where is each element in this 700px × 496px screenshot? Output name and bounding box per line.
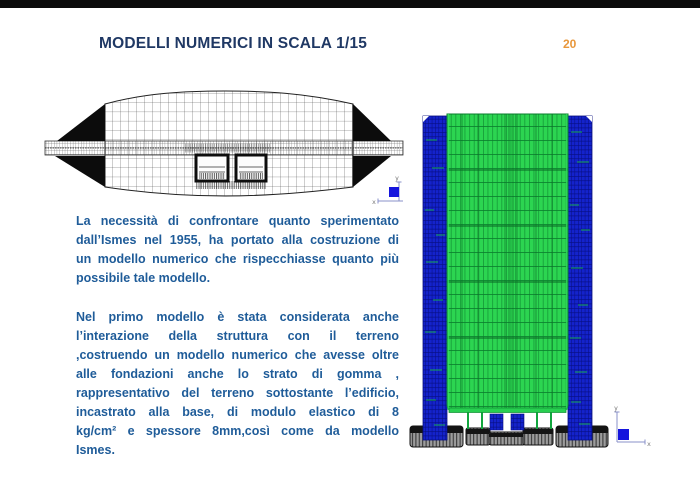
text-line: Ismes. <box>76 443 115 457</box>
tower-side-pillar-right <box>568 116 592 440</box>
tower-base-columns <box>468 412 551 429</box>
tower-axis-icon <box>614 404 651 448</box>
text-line: dall’Ismes nel 1955, ha portato alla costruzione di <box>76 233 399 247</box>
text-line: alle fondazioni anche lo strato di gomma , <box>76 367 399 381</box>
foundation-block <box>466 428 490 445</box>
paragraph-2 <box>76 308 399 460</box>
tower-base-beam <box>449 408 566 413</box>
tower-axis-y-label: y <box>614 404 618 412</box>
tower-facade-mesh <box>447 114 568 413</box>
top-border-bar <box>0 0 700 8</box>
page-number: 20 <box>563 37 577 51</box>
text-line: incastrato alla base, di modulo elastico di 8 <box>76 405 399 419</box>
text-line: ,costruendo un modello numerico che avesse oltre <box>76 348 399 362</box>
tower-front-mesh-figure <box>405 95 670 465</box>
tower-side-pillar-left <box>423 116 447 440</box>
plan-axis-x-label: x <box>372 198 376 206</box>
text-line: La necessità di confrontare quanto sperimentato <box>76 214 399 228</box>
plan-view-mesh-figure <box>40 85 415 210</box>
text-line: possibile tale modello. <box>76 271 211 285</box>
foundation-block <box>489 432 525 445</box>
body-text-block <box>76 212 399 480</box>
text-line: l’interazione della struttura con il terreno <box>76 329 399 343</box>
plan-axis-y-label: y <box>395 174 399 182</box>
tower-core-blocks <box>490 414 524 430</box>
paragraph-1 <box>76 212 399 288</box>
plan-axis-icon <box>372 174 403 206</box>
tower-axis-x-label: x <box>647 440 651 448</box>
text-line: kg/cm² e spessore 8mm,così come da modello <box>76 424 399 438</box>
text-line: Nel primo modello è stata considerata anche <box>76 310 399 324</box>
text-line: un modello numerico che rispecchiasse quanto più <box>76 252 399 266</box>
slide-title: MODELLI NUMERICI IN SCALA 1/15 <box>99 35 368 52</box>
foundation-block <box>523 428 553 445</box>
text-line: rappresentativo del terreno sottostante l’edificio, <box>76 386 399 400</box>
